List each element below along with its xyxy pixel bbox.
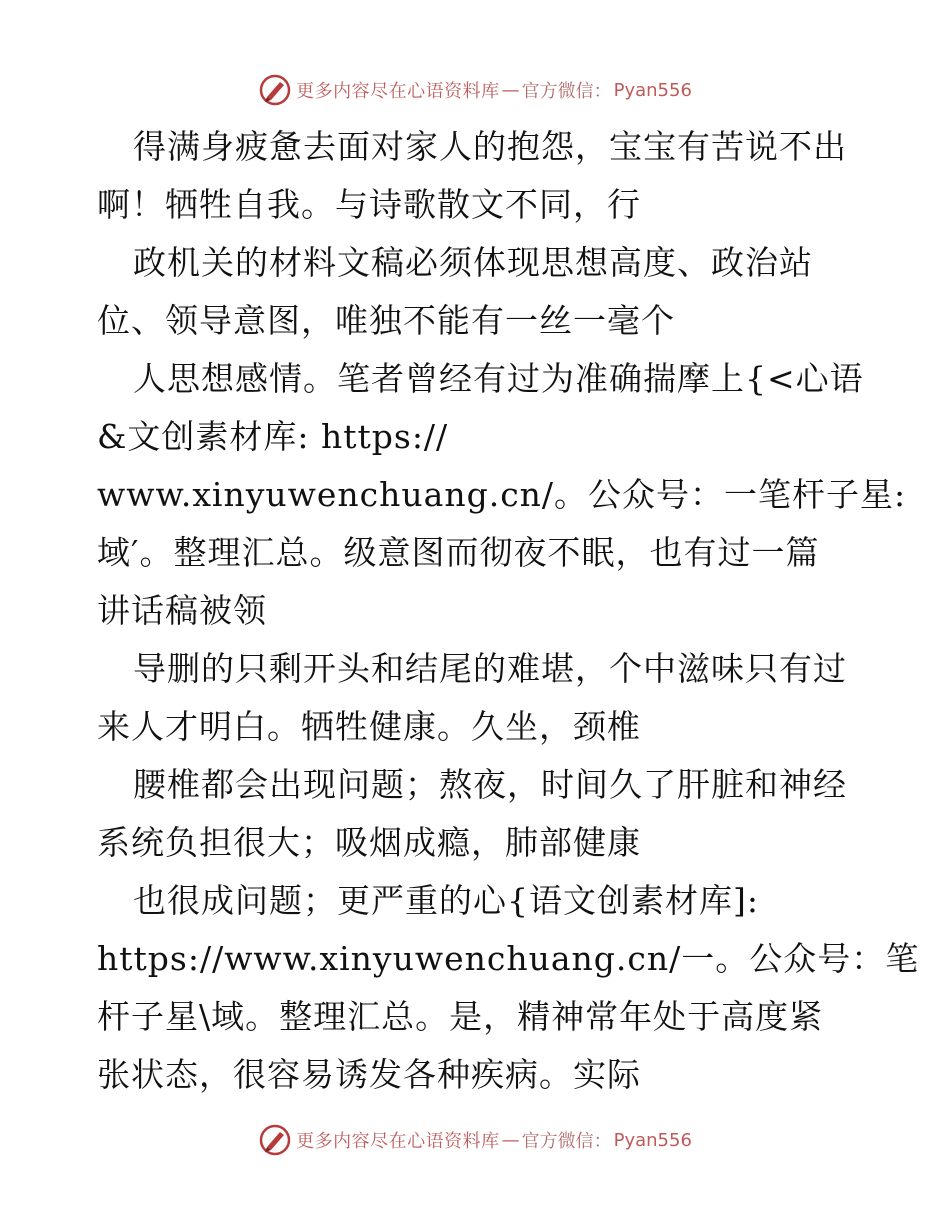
text-line: 来人才明白。牺牲健康。久坐，颈椎 <box>97 707 641 746</box>
banner-label: 官方微信： <box>521 1131 612 1152</box>
logo-icon <box>258 1123 292 1157</box>
text-line: www.xinyuwenchuang.cn/。公众号：一笔杆子星: <box>97 475 907 514</box>
document-body <box>97 118 920 1104</box>
text-line: 得满身疲惫去面对家人的抱怨，宝宝有苦说不出 <box>133 127 847 166</box>
banner-wechat-id: Pyan556 <box>613 1129 692 1151</box>
text-line: 腰椎都会出现问题；熬夜，时间久了肝脏和神经 <box>133 765 847 804</box>
text-line: 政机关的材料文稿必须体现思想高度、政治站 <box>133 243 813 282</box>
footer-watermark <box>0 1120 950 1160</box>
banner-tagline: 更多内容尽在心语资料库 <box>296 1131 500 1152</box>
header-watermark <box>0 70 950 110</box>
banner-tagline: 更多内容尽在心语资料库 <box>296 81 500 102</box>
text-line: 系统负担很大；吸烟成瘾，肺部健康 <box>97 823 641 862</box>
text-line: 域′。整理汇总。级意图而彻夜不眠，也有过一篇 <box>97 533 820 572</box>
text-line: https://www.xinyuwenchuang.cn/一。公众号：笔 <box>97 939 920 978</box>
text-line: 啊！牺牲自我。与诗歌散文不同，行 <box>97 185 641 224</box>
text-line: 讲话稿被领 <box>97 591 267 630</box>
logo-icon <box>258 73 292 107</box>
banner-wechat-id: Pyan556 <box>613 79 692 101</box>
text-line: 也很成问题；更严重的心{语文创素材库]: <box>133 881 759 920</box>
banner-label: 官方微信： <box>521 81 612 102</box>
text-line: 位、领导意图，唯独不能有一丝一毫个 <box>97 301 675 340</box>
text-line: 人思想感情。笔者曾经有过为准确揣摩上{<心语 <box>133 359 864 398</box>
text-line: &文创素材库: https:// <box>97 417 449 456</box>
text-line: 张状态，很容易诱发各种疾病。实际 <box>97 1055 641 1094</box>
banner-separator: — <box>501 79 520 101</box>
text-line: 杆子星\域。整理汇总。是，精神常年处于高度紧 <box>97 997 824 1036</box>
text-line: 导删的只剩开头和结尾的难堪，个中滋味只有过 <box>133 649 847 688</box>
banner-separator: — <box>501 1129 520 1151</box>
